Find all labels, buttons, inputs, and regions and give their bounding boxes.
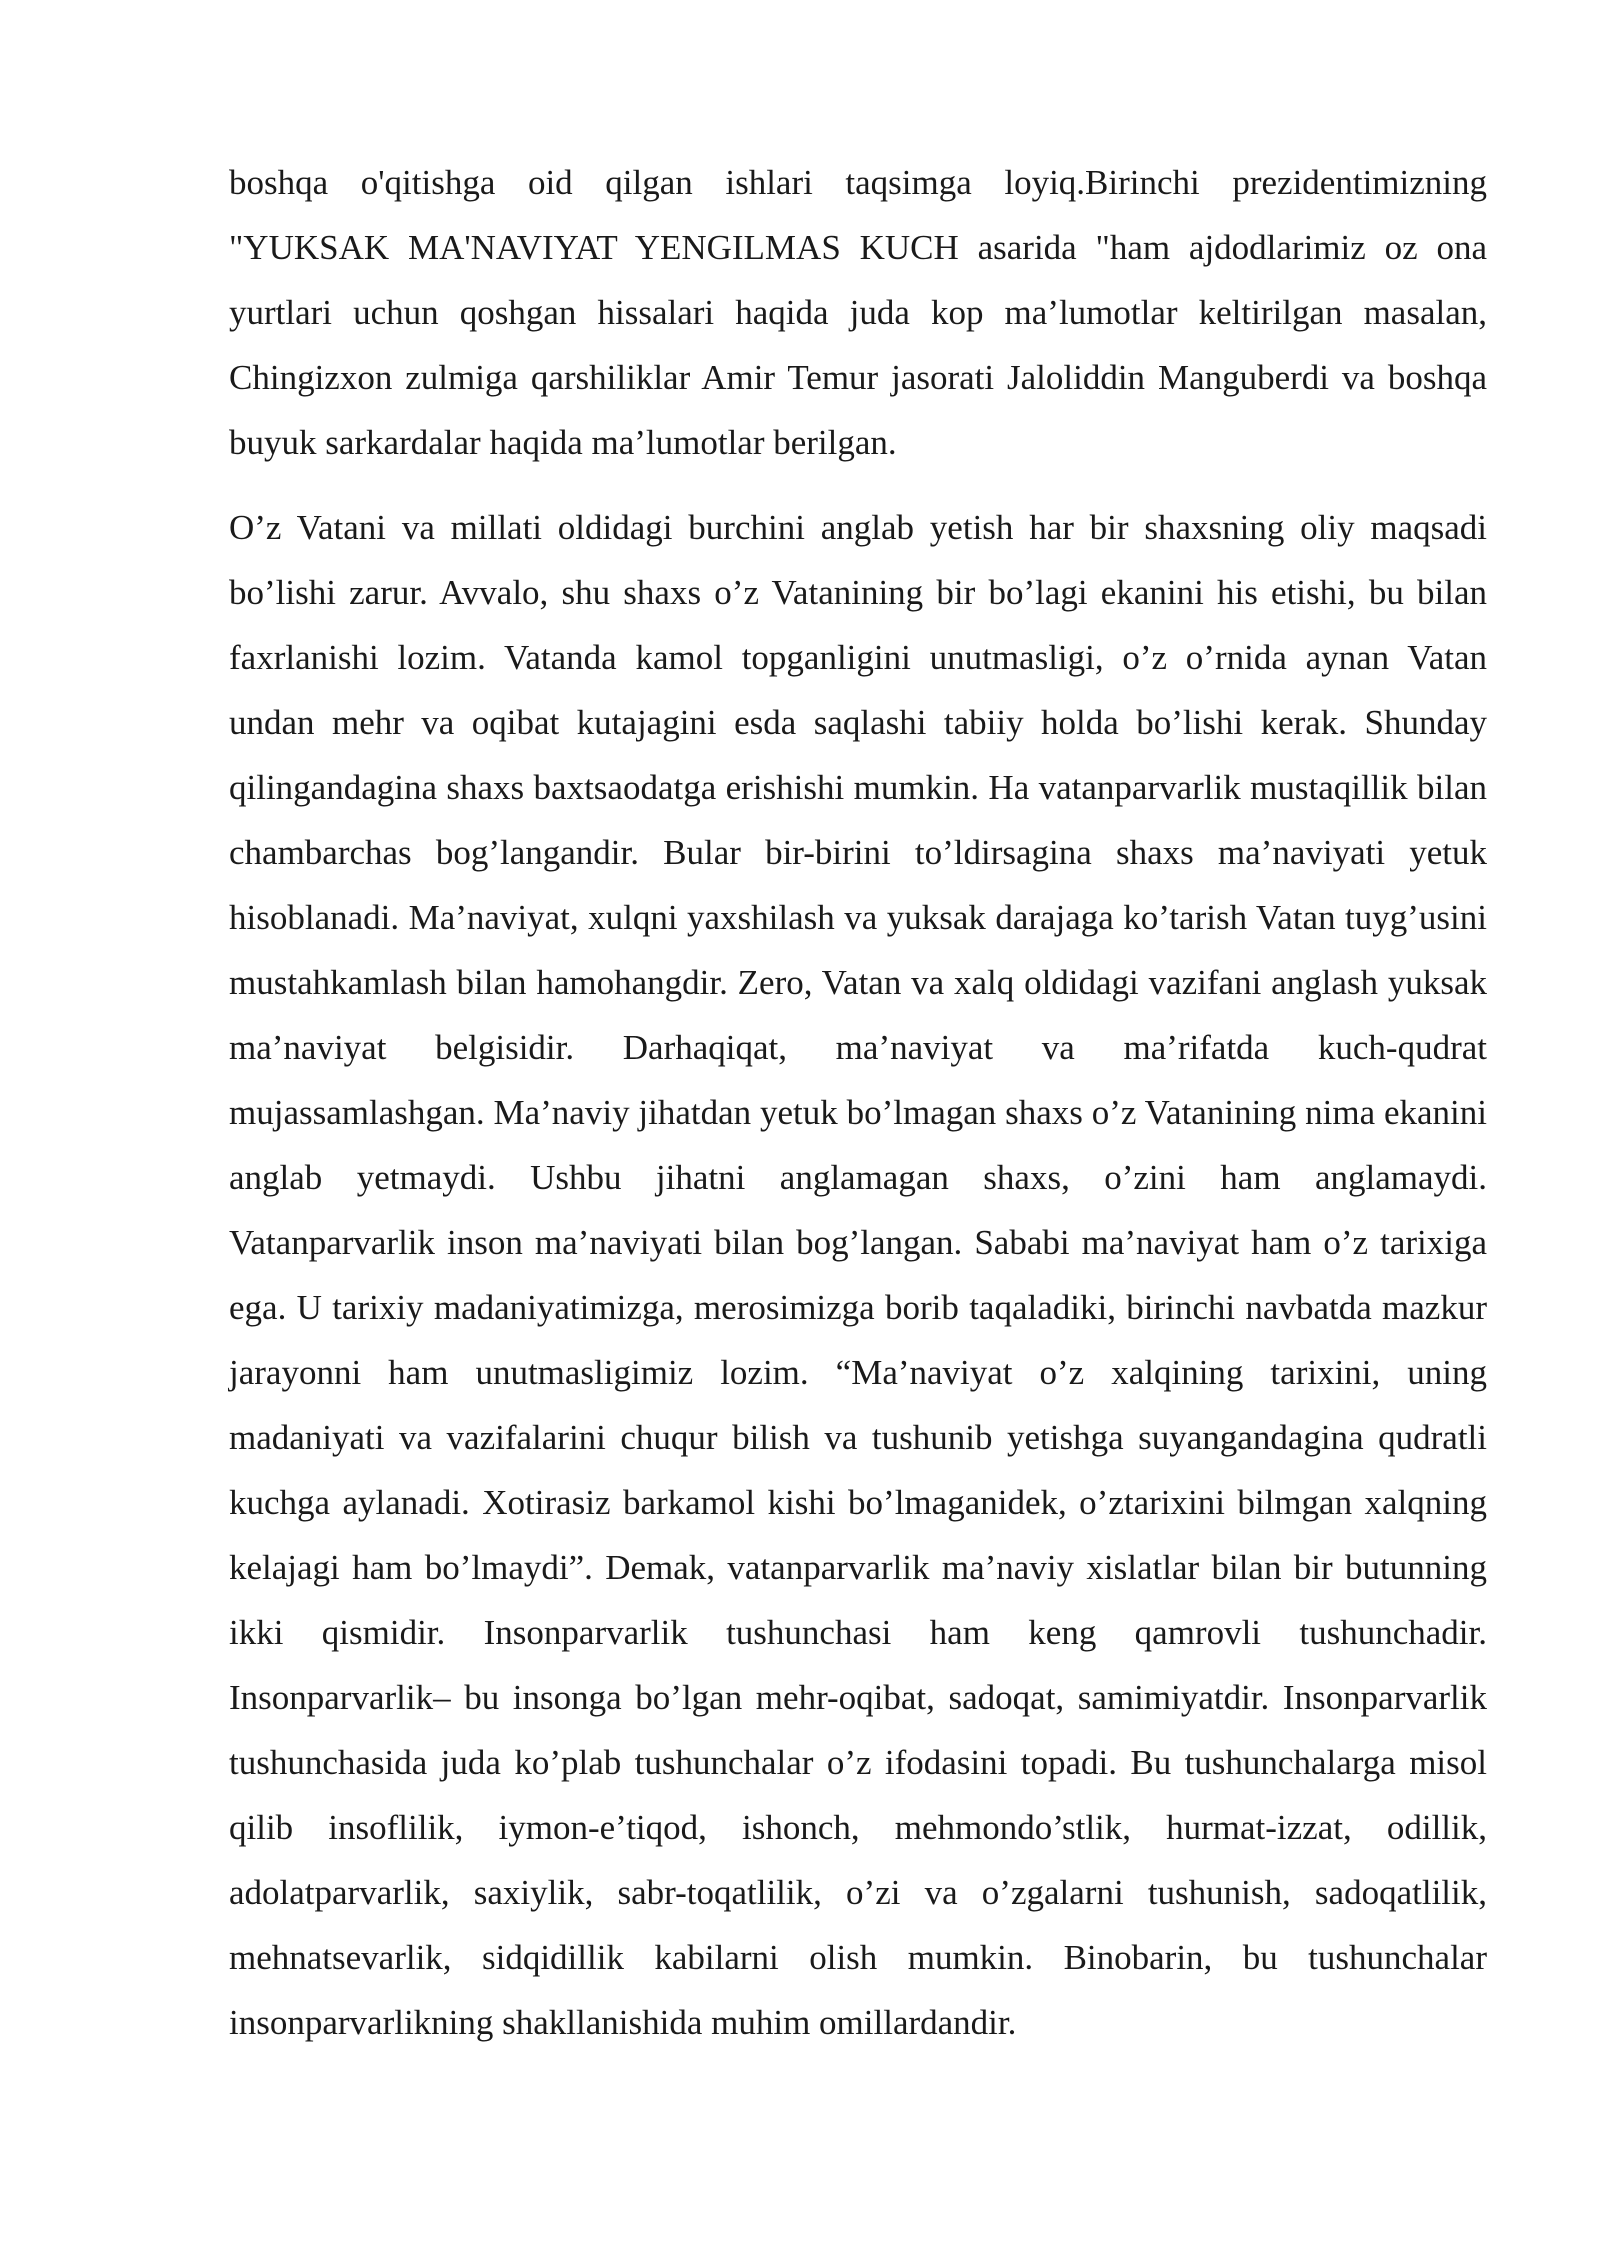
document-body xyxy=(229,150,1487,2055)
paragraph-1: boshqa o'qitishga oid qilgan ishlari taqsimga loyiq.Birinchi prezidentimizning "YUKSAK MA'NAVIYAT YENGILMAS KUCH asarida "ham ajdodlarimiz oz ona yurtlari uchun qoshgan hissalari haqida juda kop ma’lumotlar keltirilgan masalan, Chingizxon zulmiga qarshiliklar Amir Temur jasorati Jaloliddin Manguberdi va boshqa buyuk sarkardalar haqida ma’lumotlar berilgan. xyxy=(229,163,1487,462)
paragraph-2: O’z Vatani va millati oldidagi burchini anglab yetish har bir shaxsning oliy maqsadi bo’lishi zarur. Avvalo, shu shaxs o’z Vatanining bir bo’lagi ekanini his etishi, bu bilan faxrlanishi lozim. Vatanda kamol topganligini unutmasligi, o’z o’rnida aynan Vatan undan mehr va oqibat kutajagini esda saqlashi tabiiy holda bo’lishi kerak. Shunday qilingandagina shaxs baxtsaodatga erishishi mumkin. Ha vatanparvarlik mustaqillik bilan chambarchas bog’langandir. Bular bir-birini to’ldirsagina shaxs ma’naviyati yetuk hisoblanadi. Ma’naviyat, xulqni yaxshilash va yuksak darajaga ko’tarish Vatan tuyg’usini mustahkamlash bilan hamohangdir. Zero, Vatan va xalq oldidagi vazifani anglash yuksak ma’naviyat belgisidir. Darhaqiqat, ma’naviyat va ma’rifatda kuch-qudrat mujassamlashgan. Ma’naviy jihatdan yetuk bo’lmagan shaxs o’z Vatanining nima ekanini anglab yetmaydi. Ushbu jihatni anglamagan shaxs, o’zini ham anglamaydi. Vatanparvarlik inson ma’naviyati bilan bog’langan. Sababi ma’naviyat ham o’z tarixiga ega. U tarixiy madaniyatimizga, merosimizga borib taqaladiki, birinchi navbatda mazkur jarayonni ham unutmasligimiz lozim. “Ma’naviyat o’z xalqining tarixini, uning madaniyati va vazifalarini chuqur bilish va tushunib yetishga suyangandagina qudratli kuchga aylanadi. Xotirasiz barkamol kishi bo’lmaganidek, o’ztarixini bilmgan xalqning kelajagi ham bo’lmaydi”. Demak, vatanparvarlik ma’naviy xislatlar bilan bir butunning ikki qismidir. Insonparvarlik tushunchasi ham keng qamrovli tushunchadir. Insonparvarlik– bu insonga bo’lgan mehr-oqibat, sadoqat, samimiyatdir. Insonparvarlik tushunchasida juda ko’plab tushunchalar o’z ifodasini topadi. Bu tushunchalarga misol qilib insoflilik, iymon-e’tiqod, ishonch, mehmondo’stlik, hurmat-izzat, odillik, adolatparvarlik, saxiylik, sabr-toqatlilik, o’zi va o’zgalarni tushunish, sadoqatlilik, mehnatsevarlik, sidqidillik kabilarni olish mumkin. Binobarin, bu tushunchalar insonparvarlikning shakllanishida muhim omillardandir. xyxy=(229,508,1487,2042)
